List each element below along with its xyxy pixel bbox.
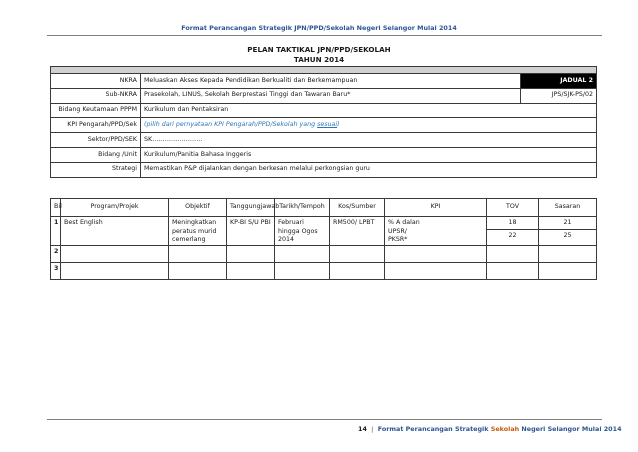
nkra-label: NKRA bbox=[51, 74, 141, 89]
row3-cell bbox=[385, 262, 487, 279]
row2-cell bbox=[330, 245, 385, 262]
row3-cell bbox=[169, 262, 227, 279]
info-table-header-bar bbox=[51, 67, 597, 74]
sektor-value: SK…………………… bbox=[141, 133, 597, 148]
row1-tarikh: Februari hingga Ogos 2014 bbox=[275, 217, 330, 246]
row2-cell bbox=[539, 245, 597, 262]
subnkra-label: Sub-NKRA bbox=[51, 88, 141, 103]
col-kos: Kos/Sumber bbox=[330, 199, 385, 217]
row1-tov-value-2: 22 bbox=[508, 232, 517, 240]
info-row-kpi bbox=[51, 118, 597, 133]
bidang-keutamaan-value: Kurikulum dan Pentaksiran bbox=[141, 103, 597, 118]
row2-bil: 2 bbox=[51, 245, 61, 262]
row2-cell bbox=[227, 245, 275, 262]
col-objektif: Objektif bbox=[169, 199, 227, 217]
sektor-label: Sektor/PPD/SEK bbox=[51, 133, 141, 148]
row3-cell bbox=[539, 262, 597, 279]
kpi-instruction: (pilih dari pernyataan KPI Pengarah/PPD/Sekolah yang bbox=[144, 120, 318, 128]
kpi-label: KPI Pengarah/PPD/Sek bbox=[51, 118, 141, 133]
footer-text-a: Format Perancangan Strategik bbox=[377, 425, 491, 433]
info-table bbox=[50, 66, 597, 178]
info-row-sektor bbox=[51, 133, 597, 148]
row1-sasaran bbox=[539, 217, 597, 246]
strategi-value: Memastikan P&P dijalankan dengan berkesan melalui perkongsian guru bbox=[141, 162, 597, 177]
footer-text-b: Sekolah bbox=[490, 425, 520, 433]
row1-program: Best English bbox=[61, 217, 169, 246]
reference-code: JPS/SJK-PS/02 bbox=[521, 88, 597, 103]
row1-tov-value-1: 18 bbox=[487, 217, 538, 230]
page-header: Format Perancangan Strategik JPN/PPD/Sekolah Negeri Selangor Mulai 2014 bbox=[181, 24, 457, 32]
kpi-link[interactable]: sesuai bbox=[317, 120, 338, 128]
row2-cell bbox=[385, 245, 487, 262]
kpi-value bbox=[141, 118, 597, 133]
row2-cell bbox=[487, 245, 539, 262]
row3-cell bbox=[487, 262, 539, 279]
row1-kpi bbox=[385, 217, 487, 246]
footer-text-c: Negeri Selangor Mulai 2014 bbox=[519, 425, 622, 433]
table-row bbox=[51, 262, 597, 279]
document-year: TAHUN 2014 bbox=[293, 55, 345, 64]
row1-tov bbox=[487, 217, 539, 246]
col-tarikh: Tarikh/Tempoh bbox=[275, 199, 330, 217]
row3-bil: 3 bbox=[51, 262, 61, 279]
table-row bbox=[51, 245, 597, 262]
row1-kpi-line2: UPSR/ bbox=[388, 227, 407, 235]
bidang-keutamaan-label: Bidang Keutamaan PPPM bbox=[51, 103, 141, 118]
table-row bbox=[51, 217, 597, 246]
row1-objektif: Meningkatkan peratus murid cemerlang bbox=[169, 217, 227, 246]
kpi-instruction-end: ) bbox=[337, 120, 340, 128]
row3-cell bbox=[330, 262, 385, 279]
row1-bil: 1 bbox=[51, 217, 61, 246]
row2-cell bbox=[61, 245, 169, 262]
header-divider bbox=[47, 35, 602, 36]
row1-tanggungjawab: KP-BI S/U PBI bbox=[227, 217, 275, 246]
info-row-nkra bbox=[51, 74, 597, 89]
info-row-strategi bbox=[51, 162, 597, 177]
subnkra-value: Prasekolah, LINUS, Sekolah Berprestasi Tinggi dan Tawaran Baru* bbox=[141, 88, 521, 103]
row1-kpi-line3: PKSR* bbox=[388, 236, 408, 244]
strategi-label: Strategi bbox=[51, 162, 141, 177]
row2-cell bbox=[275, 245, 330, 262]
document-title: PELAN TAKTIKAL JPN/PPD/SEKOLAH bbox=[247, 45, 391, 54]
col-program: Program/Projek bbox=[61, 199, 169, 217]
col-tanggungjawab: Tanggungjawab bbox=[227, 199, 275, 217]
col-bil: Bil bbox=[51, 199, 61, 217]
bidang-unit-label: Bidang /Unit bbox=[51, 147, 141, 162]
row3-cell bbox=[61, 262, 169, 279]
row1-sasaran-value-1: 21 bbox=[539, 217, 596, 230]
row3-cell bbox=[275, 262, 330, 279]
footer-divider bbox=[47, 419, 602, 420]
row1-sasaran-value-2: 25 bbox=[563, 232, 572, 240]
col-sasaran: Sasaran bbox=[539, 199, 597, 217]
nkra-value: Meluaskan Akses Kepada Pendidikan Berkualiti dan Berkemampuan bbox=[141, 74, 521, 89]
row2-cell bbox=[169, 245, 227, 262]
col-kpi: KPI bbox=[385, 199, 487, 217]
info-row-bidang-unit bbox=[51, 147, 597, 162]
info-row-bidang-keutamaan bbox=[51, 103, 597, 118]
jadual-badge: JADUAL 2 bbox=[521, 74, 597, 89]
footer-separator: | bbox=[371, 425, 374, 433]
page-footer bbox=[358, 425, 622, 433]
plan-table bbox=[50, 198, 597, 280]
bidang-unit-value: Kurikulum/Panitia Bahasa Inggeris bbox=[141, 147, 597, 162]
col-tov: TOV bbox=[487, 199, 539, 217]
row1-kos: RM500/ LPBT bbox=[330, 217, 385, 246]
info-row-subnkra bbox=[51, 88, 597, 103]
row1-kpi-line1: % A dalan bbox=[388, 219, 420, 226]
plan-header-row bbox=[51, 199, 597, 217]
row3-cell bbox=[227, 262, 275, 279]
page-number: 14 bbox=[358, 425, 367, 433]
